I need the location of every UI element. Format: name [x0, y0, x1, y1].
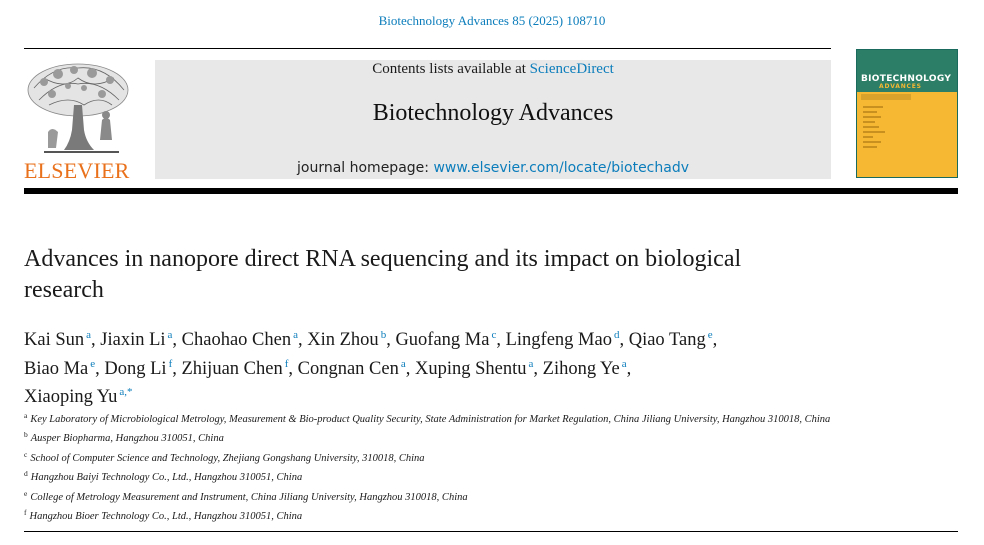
- affiliation-text: Hangzhou Baiyi Technology Co., Ltd., Hangzhou 310051, China: [30, 472, 303, 484]
- author-name[interactable]: Xuping Shentu: [415, 358, 527, 379]
- author-list: [24, 324, 884, 410]
- affiliation-text: Key Laboratory of Microbiological Metrology, Measurement & Bio-product Quality Security, State Administration for Market Regulation, China Jiliang University, Hangzhou 310018, China: [30, 414, 831, 425]
- author-separator: ,: [95, 358, 105, 379]
- affiliation-list: [24, 408, 844, 524]
- contents-prefix: Contents lists available at: [372, 61, 530, 77]
- author-name[interactable]: Congnan Cen: [297, 358, 399, 379]
- affiliation-item: [24, 486, 844, 505]
- elsevier-logo[interactable]: [24, 60, 132, 183]
- affiliation-key: b: [24, 430, 28, 440]
- elsevier-wordmark: ELSEVIER: [24, 158, 130, 183]
- homepage-prefix: journal homepage:: [296, 160, 434, 176]
- author-affiliation-marker[interactable]: a: [293, 329, 298, 341]
- affiliation-text: Hangzhou Bioer Technology Co., Ltd., Hangzhou 310051, China: [29, 511, 303, 523]
- author-name[interactable]: Biao Ma: [24, 358, 89, 379]
- author-separator: ,: [91, 330, 101, 350]
- header-thick-rule: [24, 188, 958, 194]
- author-name[interactable]: Lingfeng Mao: [505, 330, 612, 350]
- author-separator: ,: [172, 330, 182, 350]
- author-separator: ,: [712, 330, 718, 350]
- author-entry: [395, 330, 505, 350]
- author-affiliation-marker[interactable]: a: [86, 329, 92, 341]
- author-name[interactable]: Kai Sun: [24, 330, 85, 350]
- author-affiliation-marker[interactable]: d: [613, 329, 620, 341]
- author-separator: ,: [626, 358, 632, 379]
- author-name[interactable]: Xiaoping Yu: [24, 387, 118, 407]
- contents-availability: [155, 61, 831, 78]
- affiliation-key: a: [24, 411, 28, 420]
- author-affiliation-marker[interactable]: f: [284, 357, 289, 370]
- author-affiliation-marker[interactable]: c: [491, 329, 497, 341]
- author-entry: [307, 330, 395, 350]
- elsevier-tree-icon: [24, 60, 132, 158]
- author-affiliation-marker[interactable]: a: [528, 357, 534, 370]
- affiliation-item: [24, 427, 844, 446]
- author-separator: ,: [533, 358, 543, 379]
- author-entry: [181, 359, 297, 379]
- affiliation-text: College of Metrology Measurement and Instrument, China Jiliang University, Hangzhou 310018, China: [30, 491, 468, 503]
- author-entry: [543, 359, 632, 379]
- journal-homepage: [155, 160, 831, 176]
- author-name[interactable]: Chaohao Chen: [181, 330, 292, 350]
- bottom-divider: [24, 531, 958, 532]
- journal-cover-thumbnail[interactable]: [856, 49, 958, 178]
- author-separator: ,: [172, 358, 182, 379]
- author-entry: [100, 330, 181, 350]
- author-entry: [24, 359, 104, 379]
- journal-title: Biotechnology Advances: [372, 100, 614, 126]
- author-affiliation-marker[interactable]: e: [90, 357, 96, 370]
- affiliation-key: d: [24, 469, 28, 479]
- cover-subtitle: ADVANCES: [879, 83, 922, 90]
- author-entry: [506, 330, 629, 350]
- author-affiliation-marker[interactable]: e: [707, 329, 713, 341]
- affiliation-text: Ausper Biopharma, Hangzhou 310051, China: [30, 433, 224, 445]
- affiliation-item: [24, 466, 844, 485]
- affiliation-key: f: [24, 508, 27, 518]
- author-affiliation-marker[interactable]: a: [167, 329, 173, 341]
- author-name[interactable]: Zihong Ye: [542, 358, 620, 379]
- author-entry: [298, 359, 415, 379]
- author-affiliation-marker[interactable]: a,*: [119, 386, 133, 398]
- author-name[interactable]: Dong Li: [104, 358, 167, 379]
- author-entry: [182, 330, 308, 350]
- author-affiliation-marker[interactable]: f: [168, 357, 173, 370]
- article-title: Advances in nanopore direct RNA sequencing and its impact on biological research: [24, 246, 742, 303]
- author-separator: ,: [496, 330, 506, 350]
- sciencedirect-link[interactable]: ScienceDirect: [529, 61, 614, 77]
- cover-title: BIOTECHNOLOGY: [861, 74, 952, 84]
- author-affiliation-marker[interactable]: b: [380, 329, 387, 341]
- affiliation-text: School of Computer Science and Technology, Zhejiang Gongshang University, 310018, China: [30, 452, 425, 464]
- affiliation-item: [24, 447, 844, 466]
- author-entry: [24, 387, 133, 407]
- author-name[interactable]: Zhijuan Chen: [181, 358, 283, 379]
- affiliation-item: [24, 408, 844, 427]
- homepage-link[interactable]: www.elsevier.com/locate/biotechadv: [433, 160, 690, 176]
- author-separator: ,: [298, 330, 308, 350]
- author-entry: [415, 359, 543, 379]
- author-separator: ,: [288, 358, 298, 379]
- affiliation-key: e: [24, 488, 28, 498]
- affiliation-item: [24, 505, 844, 524]
- author-separator: ,: [619, 330, 629, 350]
- author-entry: [104, 359, 181, 379]
- author-name[interactable]: Qiao Tang: [628, 330, 706, 350]
- cover-tag: [861, 94, 911, 100]
- author-separator: ,: [405, 358, 415, 379]
- author-affiliation-marker[interactable]: a: [621, 357, 627, 370]
- author-name[interactable]: Jiaxin Li: [100, 330, 166, 350]
- cover-text-lines: [863, 106, 885, 151]
- author-affiliation-marker[interactable]: a: [400, 357, 406, 370]
- author-entry: [629, 330, 718, 350]
- header-divider: [24, 48, 831, 49]
- author-name[interactable]: Xin Zhou: [307, 330, 379, 350]
- journal-citation[interactable]: Biotechnology Advances 85 (2025) 108710: [378, 13, 606, 28]
- affiliation-key: c: [24, 449, 28, 459]
- author-separator: ,: [386, 330, 396, 350]
- author-name[interactable]: Guofang Ma: [395, 330, 490, 350]
- journal-header-box: [155, 60, 831, 179]
- author-entry: [24, 330, 100, 350]
